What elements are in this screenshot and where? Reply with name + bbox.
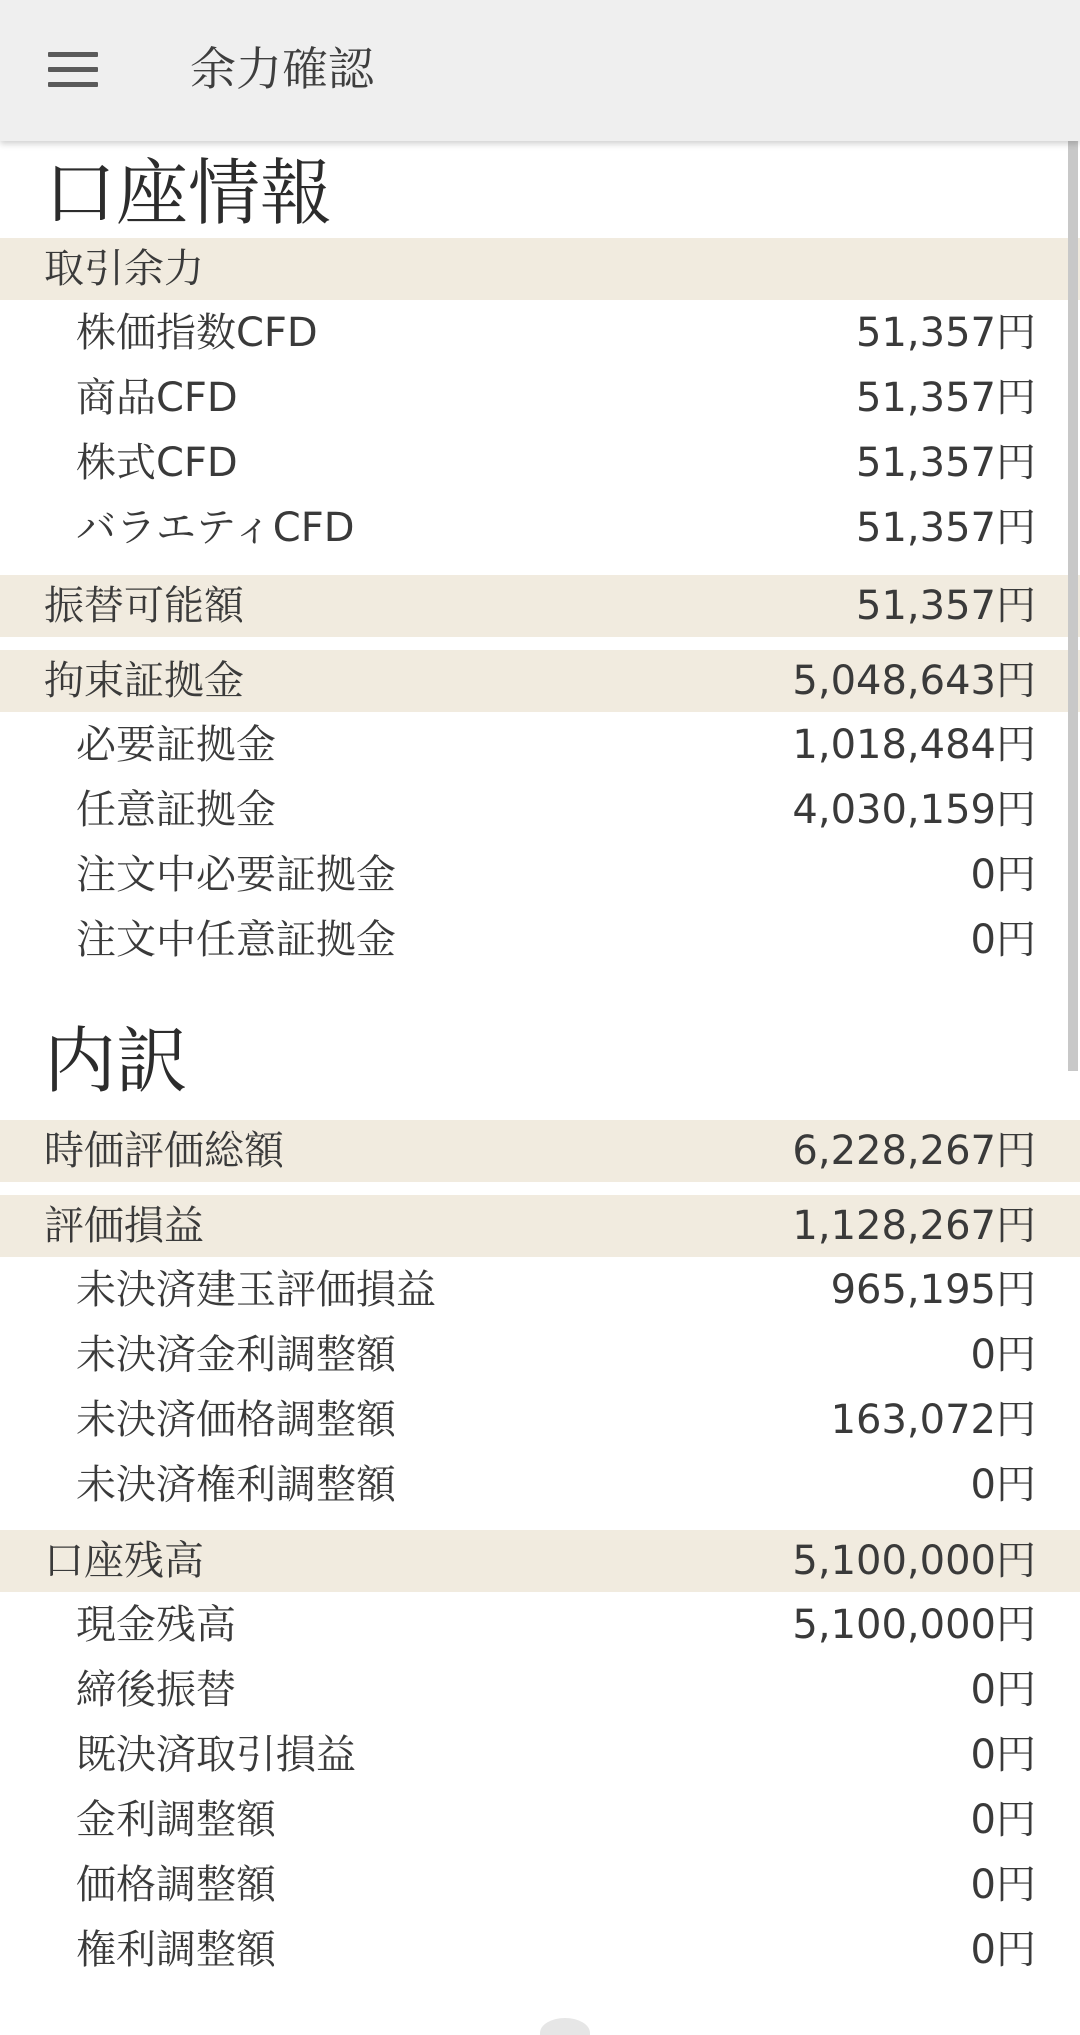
row-value: 0円 bbox=[970, 1797, 1036, 1843]
row-label: 権利調整額 bbox=[76, 1927, 276, 1973]
row-value: 5,100,000円 bbox=[792, 1538, 1036, 1584]
row-account-balance bbox=[0, 1530, 1080, 1592]
row-value: 1,128,267円 bbox=[792, 1203, 1036, 1249]
row-value: 965,195円 bbox=[830, 1267, 1036, 1313]
row-pending-required-margin bbox=[0, 844, 1080, 906]
row-value: 51,357円 bbox=[856, 440, 1036, 486]
row-value: 0円 bbox=[970, 1462, 1036, 1508]
row-label: 金利調整額 bbox=[76, 1797, 276, 1843]
row-label: 現金残高 bbox=[76, 1602, 236, 1648]
account-balance-content bbox=[0, 141, 1080, 2035]
row-label: 価格調整額 bbox=[76, 1862, 276, 1908]
row-market-value-total bbox=[0, 1120, 1080, 1182]
row-label: 取引余力 bbox=[44, 246, 204, 292]
row-price-adjustment bbox=[0, 1854, 1080, 1916]
row-value: 0円 bbox=[970, 1732, 1036, 1778]
row-label: 時価評価総額 bbox=[44, 1128, 284, 1174]
row-value: 0円 bbox=[970, 1667, 1036, 1713]
row-value: 163,072円 bbox=[830, 1397, 1036, 1443]
row-label: 未決済金利調整額 bbox=[76, 1332, 396, 1378]
row-value: 5,048,643円 bbox=[792, 658, 1036, 704]
row-required-margin bbox=[0, 714, 1080, 776]
row-value: 0円 bbox=[970, 1862, 1036, 1908]
row-label: 注文中任意証拠金 bbox=[76, 917, 396, 963]
app-bar bbox=[0, 0, 1080, 141]
row-label: 株式CFD bbox=[76, 440, 238, 486]
row-label: 口座残高 bbox=[44, 1538, 204, 1584]
row-pending-optional-margin bbox=[0, 909, 1080, 971]
page-title: 余力確認 bbox=[190, 42, 374, 96]
row-value: 5,100,000円 bbox=[792, 1602, 1036, 1648]
row-trading-capacity bbox=[0, 238, 1080, 300]
row-restricted-margin bbox=[0, 650, 1080, 712]
row-label: バラエティCFD bbox=[76, 505, 355, 551]
row-value: 0円 bbox=[970, 917, 1036, 963]
row-value: 6,228,267円 bbox=[792, 1128, 1036, 1174]
row-transferable-amount bbox=[0, 575, 1080, 637]
row-value: 0円 bbox=[970, 1332, 1036, 1378]
row-value: 51,357円 bbox=[856, 583, 1036, 629]
row-label: 締後振替 bbox=[76, 1667, 236, 1713]
row-label: 必要証拠金 bbox=[76, 722, 276, 768]
row-label: 未決済価格調整額 bbox=[76, 1397, 396, 1443]
row-label: 未決済権利調整額 bbox=[76, 1462, 396, 1508]
row-valuation-pl bbox=[0, 1195, 1080, 1257]
row-label: 株価指数CFD bbox=[76, 310, 318, 356]
row-open-price-adjustment bbox=[0, 1389, 1080, 1451]
hamburger-menu-icon[interactable] bbox=[48, 52, 98, 88]
row-value: 0円 bbox=[970, 1927, 1036, 1973]
row-cash-balance bbox=[0, 1594, 1080, 1656]
row-value: 0円 bbox=[970, 852, 1036, 898]
row-open-position-pl bbox=[0, 1259, 1080, 1321]
row-label: 既決済取引損益 bbox=[76, 1732, 356, 1778]
row-commodity-cfd bbox=[0, 367, 1080, 429]
row-open-interest-adjustment bbox=[0, 1324, 1080, 1386]
row-label: 任意証拠金 bbox=[76, 787, 276, 833]
row-optional-margin bbox=[0, 779, 1080, 841]
row-value: 1,018,484円 bbox=[792, 722, 1036, 768]
scrollbar[interactable] bbox=[1068, 141, 1078, 1071]
row-open-rights-adjustment bbox=[0, 1454, 1080, 1516]
row-variety-cfd bbox=[0, 497, 1080, 559]
row-value: 51,357円 bbox=[856, 310, 1036, 356]
row-rights-adjustment bbox=[0, 1919, 1080, 1981]
row-label: 拘束証拠金 bbox=[44, 658, 244, 704]
row-post-close-transfer bbox=[0, 1659, 1080, 1721]
row-label: 商品CFD bbox=[76, 375, 238, 421]
row-value: 51,357円 bbox=[856, 505, 1036, 551]
row-label: 未決済建玉評価損益 bbox=[76, 1267, 436, 1313]
row-value: 4,030,159円 bbox=[792, 787, 1036, 833]
section-title-account-info: 口座情報 bbox=[44, 151, 333, 235]
row-label: 評価損益 bbox=[44, 1203, 204, 1249]
row-settled-pl bbox=[0, 1724, 1080, 1786]
row-label: 振替可能額 bbox=[44, 583, 244, 629]
section-title-breakdown: 内訳 bbox=[44, 1019, 189, 1103]
row-stock-index-cfd bbox=[0, 302, 1080, 364]
row-interest-adjustment bbox=[0, 1789, 1080, 1851]
row-stock-cfd bbox=[0, 432, 1080, 494]
row-value: 51,357円 bbox=[856, 375, 1036, 421]
row-label: 注文中必要証拠金 bbox=[76, 852, 396, 898]
